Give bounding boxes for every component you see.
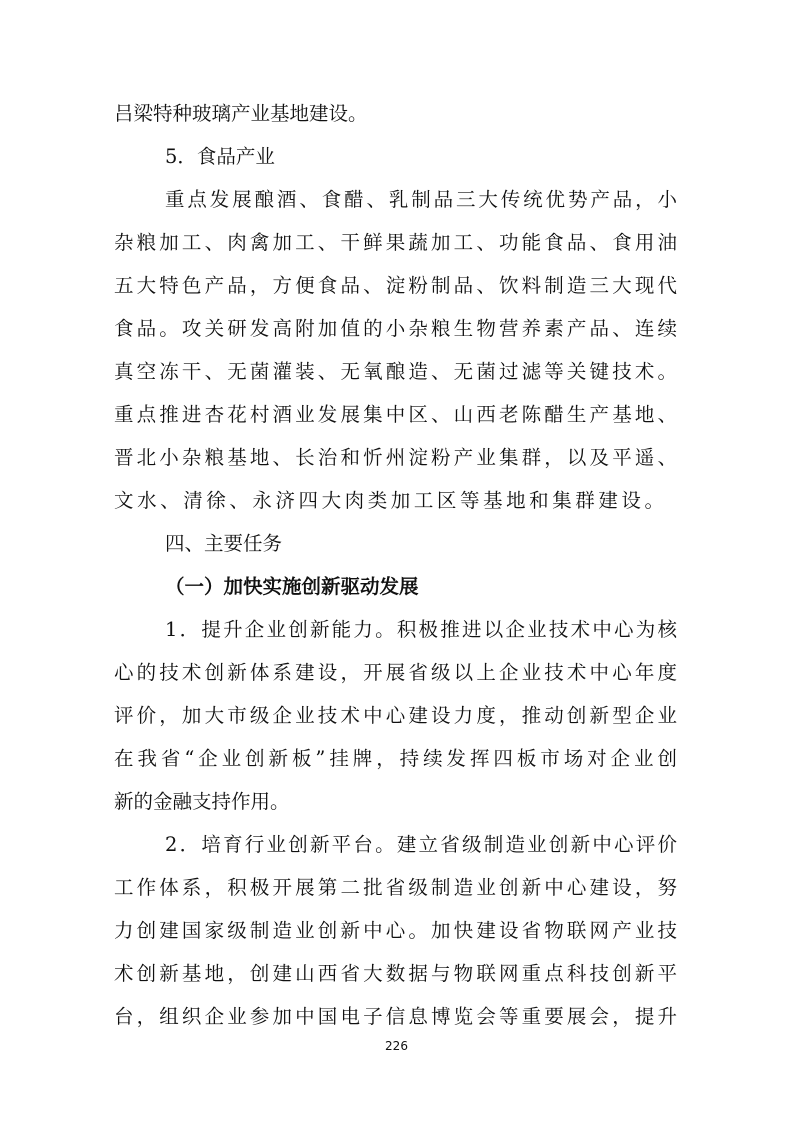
body-text-line: 重点推进杏花村酒业发展集中区、山西老陈醋生产基地、 (114, 403, 677, 426)
body-text-line: 晋北小杂粮基地、长治和忻州淀粉产业集群，以及平遥、 (114, 446, 677, 469)
body-text-line: 吕梁特种玻璃产业基地建设。 (114, 102, 368, 125)
body-text-line: 文水、清徐、永济四大肉类加工区等基地和集群建设。 (114, 489, 664, 512)
body-text-line: 心的技术创新体系建设，开展省级以上企业技术中心年度 (114, 661, 677, 684)
body-text-line: 新的金融支持作用。 (114, 790, 290, 813)
page-number: 226 (385, 1039, 408, 1053)
body-text-line: 评价，加大市级企业技术中心建设力度，推动创新型企业 (114, 704, 677, 727)
body-text-line: 在我省“企业创新板”挂牌，持续发挥四板市场对企业创 (114, 747, 677, 770)
body-text-line: 台，组织企业参加中国电子信息博览会等重要展会，提升 (114, 1005, 677, 1028)
subsection-heading-innovation: （一）加快实施创新驱动发展 (165, 575, 419, 598)
body-text-line: 杂粮加工、肉禽加工、干鲜果蔬加工、功能食品、食用油 (114, 231, 677, 254)
section-heading-food-industry: 5．食品产业 (165, 145, 275, 168)
body-text-line: 1．提升企业创新能力。积极推进以企业技术中心为核 (165, 618, 677, 641)
body-text-line: 食品。攻关研发高附加值的小杂粮生物营养素产品、连续 (114, 317, 677, 340)
body-text-line: 术创新基地，创建山西省大数据与物联网重点科技创新平 (114, 962, 677, 985)
body-text-line: 力创建国家级制造业创新中心。加快建设省物联网产业技 (114, 919, 677, 942)
chapter-heading-main-tasks: 四、主要任务 (165, 532, 283, 555)
body-text-line: 2．培育行业创新平台。建立省级制造业创新中心评价 (165, 833, 677, 856)
body-text-line: 五大特色产品，方便食品、淀粉制品、饮料制造三大现代 (114, 274, 677, 297)
body-text-line: 真空冻干、无菌灌装、无氧酿造、无菌过滤等关键技术。 (114, 360, 677, 383)
body-text-line: 工作体系，积极开展第二批省级制造业创新中心建设，努 (114, 876, 677, 899)
body-text-line: 重点发展酿酒、食醋、乳制品三大传统优势产品，小 (165, 188, 677, 211)
